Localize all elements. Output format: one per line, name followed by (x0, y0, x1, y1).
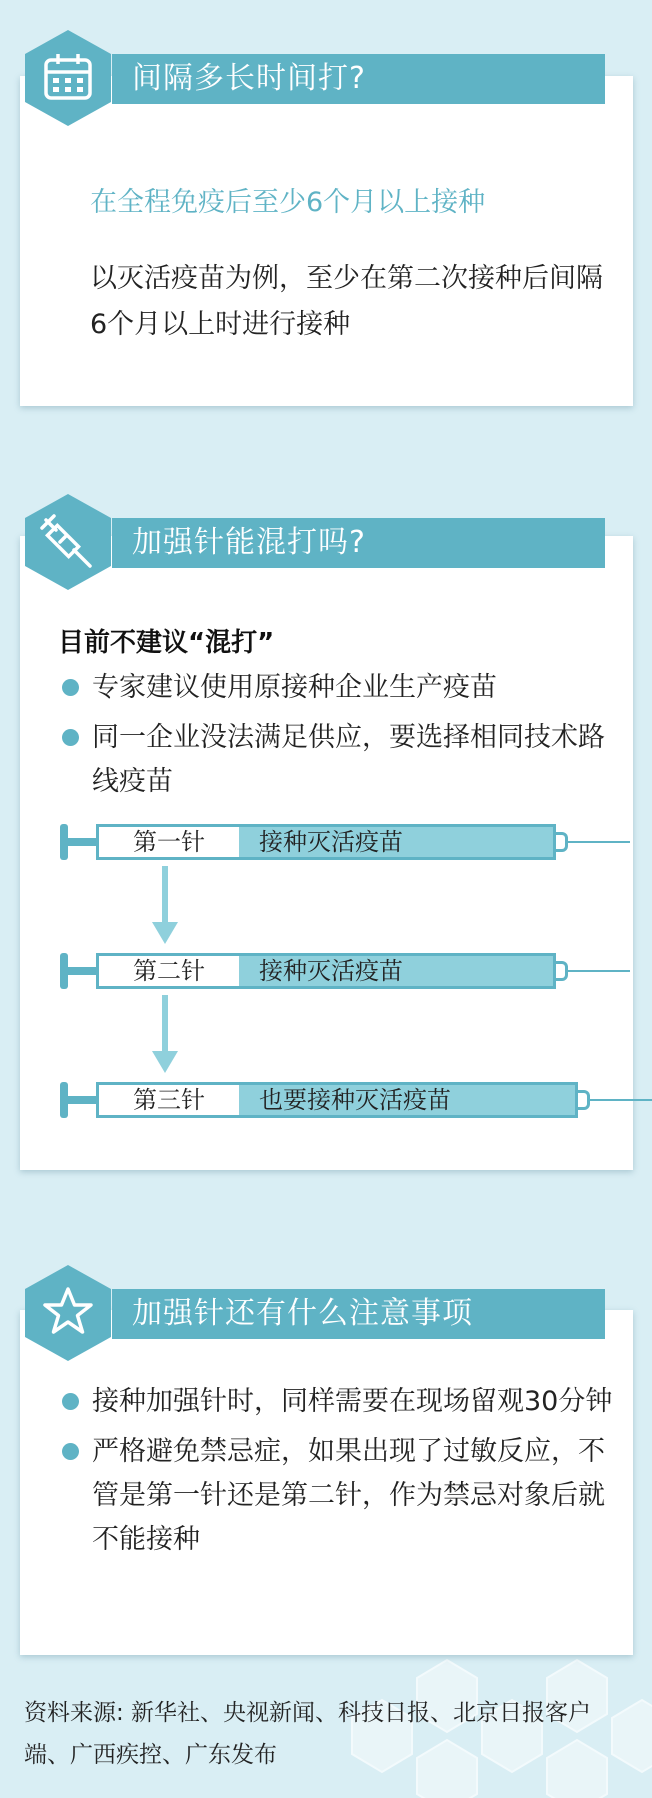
interval-title: 间隔多长时间打? (112, 54, 605, 104)
list-item: 专家建议使用原接种企业生产疫苗 (58, 666, 618, 710)
dose-label: 第二针 (133, 957, 205, 985)
dose-text: 也要接种灭活疫苗 (239, 1085, 575, 1115)
star-badge (18, 1263, 118, 1363)
syringe-badge (18, 492, 118, 592)
bullet-dot-icon (62, 1443, 79, 1460)
list-item: 同一企业没法满足供应，要选择相同技术路线疫苗 (58, 716, 618, 804)
down-arrow-icon (150, 866, 180, 946)
mixing-title: 加强针能混打吗? (112, 518, 605, 568)
dose-label: 第三针 (133, 1086, 205, 1114)
down-arrow-icon (150, 995, 180, 1075)
bullet-dot-icon (62, 679, 79, 696)
bullet-dot-icon (62, 1393, 79, 1410)
mixing-heading: 目前不建议“混打” (58, 628, 275, 658)
interval-paragraph: 以灭活疫苗为例，至少在第二次接种后间隔6个月以上时进行接种 (90, 263, 603, 340)
list-item: 严格避免禁忌症，如果出现了过敏反应，不管是第一针还是第二针，作为禁忌对象后就不能接种 (58, 1430, 618, 1562)
interval-subtitle: 在全程免疫后至少6个月以上接种 (90, 187, 486, 218)
dose-label: 第一针 (133, 828, 205, 856)
calendar-badge (18, 28, 118, 128)
source-credits: 资料来源: 新华社、央视新闻、科技日报、北京日报客户端、广西疾控、广东发布 (24, 1700, 592, 1768)
dose-text: 接种灭活疫苗 (239, 827, 553, 857)
dose-text: 接种灭活疫苗 (239, 956, 553, 986)
precautions-title: 加强针还有什么注意事项 (112, 1289, 605, 1339)
mixing-bullet-list (58, 666, 618, 810)
precautions-bullet-list (58, 1380, 618, 1568)
list-item: 接种加强针时，同样需要在现场留观30分钟 (58, 1380, 618, 1424)
bullet-dot-icon (62, 729, 79, 746)
